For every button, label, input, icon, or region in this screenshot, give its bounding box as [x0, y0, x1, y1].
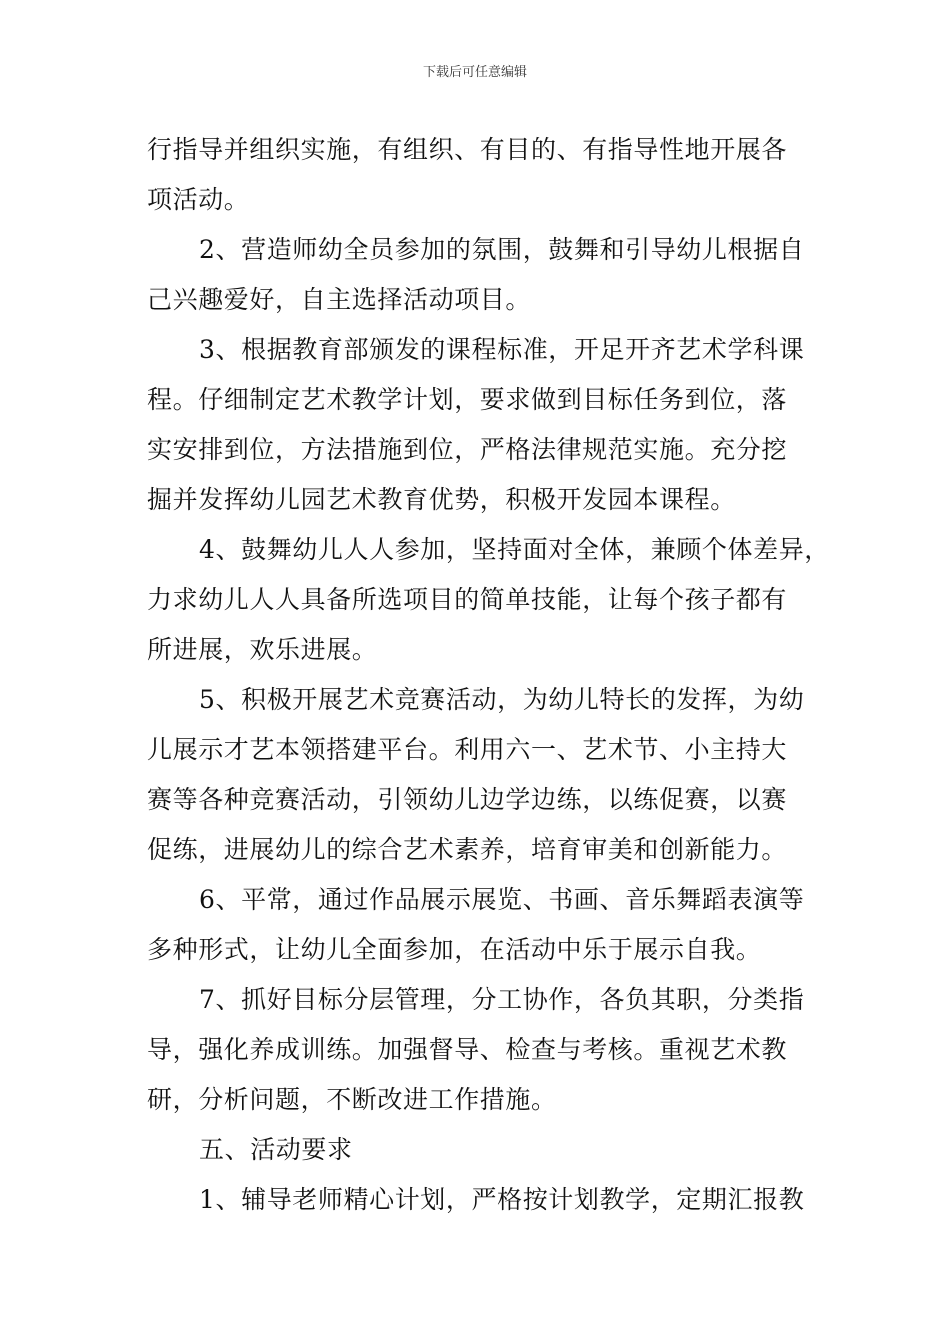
text-line: 力求幼儿人人具备所选项目的简单技能，让每个孩子都有 — [147, 585, 788, 614]
text-line: 赛等各种竞赛活动，引领幼儿边学边练，以练促赛，以赛 — [147, 785, 788, 814]
text-line: 2、营造师幼全员参加的氛围，鼓舞和引导幼儿根据自 — [199, 235, 805, 264]
text-line: 5、积极开展艺术竞赛活动，为幼儿特长的发挥，为幼 — [199, 685, 805, 714]
text-line: 己兴趣爱好，自主选择活动项目。 — [147, 285, 532, 314]
text-line: 促练，进展幼儿的综合艺术素养，培育审美和创新能力。 — [147, 835, 788, 864]
text-line: 实安排到位，方法措施到位，严格法律规范实施。充分挖 — [147, 435, 788, 464]
document-body — [147, 125, 830, 1225]
text-line: 6、平常，通过作品展示展览、书画、音乐舞蹈表演等 — [199, 885, 805, 914]
text-line: 4、鼓舞幼儿人人参加，坚持面对全体，兼顾个体差异， — [199, 535, 830, 564]
text-line: 掘并发挥幼儿园艺术教育优势，积极开发园本课程。 — [147, 485, 736, 514]
text-line: 3、根据教育部颁发的课程标准，开足开齐艺术学科课 — [199, 335, 805, 364]
text-line: 7、抓好目标分层管理，分工协作，各负其职，分类指 — [199, 985, 805, 1014]
text-line: 项活动。 — [147, 185, 250, 214]
text-line: 多种形式，让幼儿全面参加，在活动中乐于展示自我。 — [147, 935, 762, 964]
text-line: 导，强化养成训练。加强督导、检查与考核。重视艺术教 — [147, 1035, 788, 1064]
text-line: 所进展，欢乐进展。 — [147, 635, 378, 664]
text-line: 程。仔细制定艺术教学计划，要求做到目标任务到位，落 — [147, 385, 788, 414]
page-header: 下载后可任意编辑 — [422, 65, 527, 80]
text-line: 1、辅导老师精心计划，严格按计划教学，定期汇报教 — [199, 1185, 805, 1214]
text-line: 五、活动要求 — [199, 1135, 353, 1164]
text-line: 儿展示才艺本领搭建平台。利用六一、艺术节、小主持大 — [147, 735, 788, 764]
text-line: 行指导并组织实施，有组织、有目的、有指导性地开展各 — [147, 135, 788, 164]
text-line: 研，分析问题，不断改进工作措施。 — [147, 1085, 557, 1114]
